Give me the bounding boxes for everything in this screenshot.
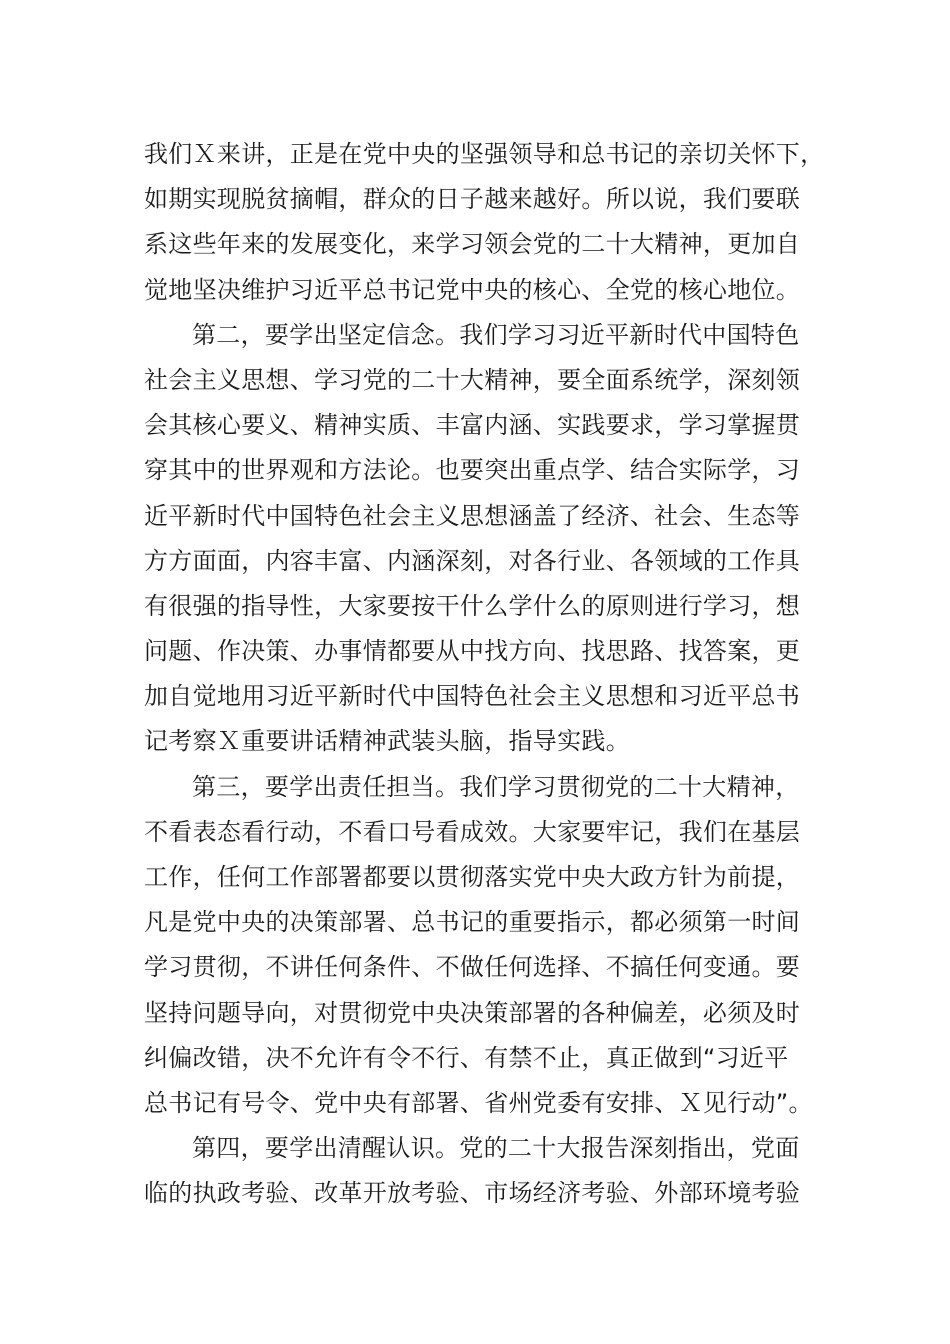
text-line: 坚持问题导向，对贯彻党中央决策部署的各种偏差，必须及时	[144, 998, 801, 1027]
text-line: 临的执政考验、改革开放考验、市场经济考验、外部环境考验	[144, 1179, 801, 1208]
text-line: 不看表态看行动，不看口号看成效。大家要牢记，我们在基层	[144, 817, 801, 846]
text-line: 总书记有号令、党中央有部署、省州党委有安排、Ｘ见行动”。	[144, 1088, 813, 1117]
text-line: 我们Ｘ来讲，正是在党中央的坚强领导和总书记的亲切关怀下，	[144, 140, 825, 168]
text-line: 系这些年来的发展变化，来学习领会党的二十大精神，更加自	[144, 230, 801, 259]
text-line: 工作，任何工作部署都要以贯彻落实党中央大政方针为前提，	[144, 863, 801, 891]
text-line: 记考察Ｘ重要讲话精神武装头脑，指导实践。	[144, 727, 630, 756]
text-line: 有很强的指导性，大家要按干什么学什么的原则进行学习，想	[144, 591, 801, 620]
text-line: 觉地坚决维护习近平总书记党中央的核心、全党的核心地位。	[144, 275, 801, 304]
body-text	[144, 132, 825, 1217]
text-line: 近平新时代中国特色社会主义思想涵盖了经济、社会、生态等	[144, 501, 801, 530]
text-line: 如期实现脱贫摘帽，群众的日子越来越好。所以说，我们要联	[144, 185, 801, 214]
text-line: 纠偏改错，决不允许有令不行、有禁不止，真正做到“习近平	[144, 1043, 789, 1072]
text-line: 方方面面，内容丰富、内涵深刻，对各行业、各领域的工作具	[144, 546, 801, 575]
paragraph-start-line: 第四，要学出清醒认识。党的二十大报告深刻指出，党面	[192, 1134, 800, 1163]
text-line: 学习贯彻，不讲任何条件、不做任何选择、不搞任何变通。要	[144, 953, 801, 982]
paragraph-start-line: 第三，要学出责任担当。我们学习贯彻党的二十大精神，	[192, 772, 800, 801]
text-line: 社会主义思想、学习党的二十大精神，要全面系统学，深刻领	[144, 365, 801, 394]
text-line: 问题、作决策、办事情都要从中找方向、找思路、找答案，更	[144, 637, 801, 666]
text-line: 穿其中的世界观和方法论。也要突出重点学、结合实际学，习	[144, 456, 801, 485]
text-line: 凡是党中央的决策部署、总书记的重要指示，都必须第一时间	[144, 908, 801, 937]
text-line: 加自觉地用习近平新时代中国特色社会主义思想和习近平总书	[144, 682, 801, 711]
paragraph-start-line: 第二，要学出坚定信念。我们学习习近平新时代中国特色	[192, 320, 800, 349]
text-line: 会其核心要义、精神实质、丰富内涵、实践要求，学习掌握贯	[144, 411, 801, 440]
